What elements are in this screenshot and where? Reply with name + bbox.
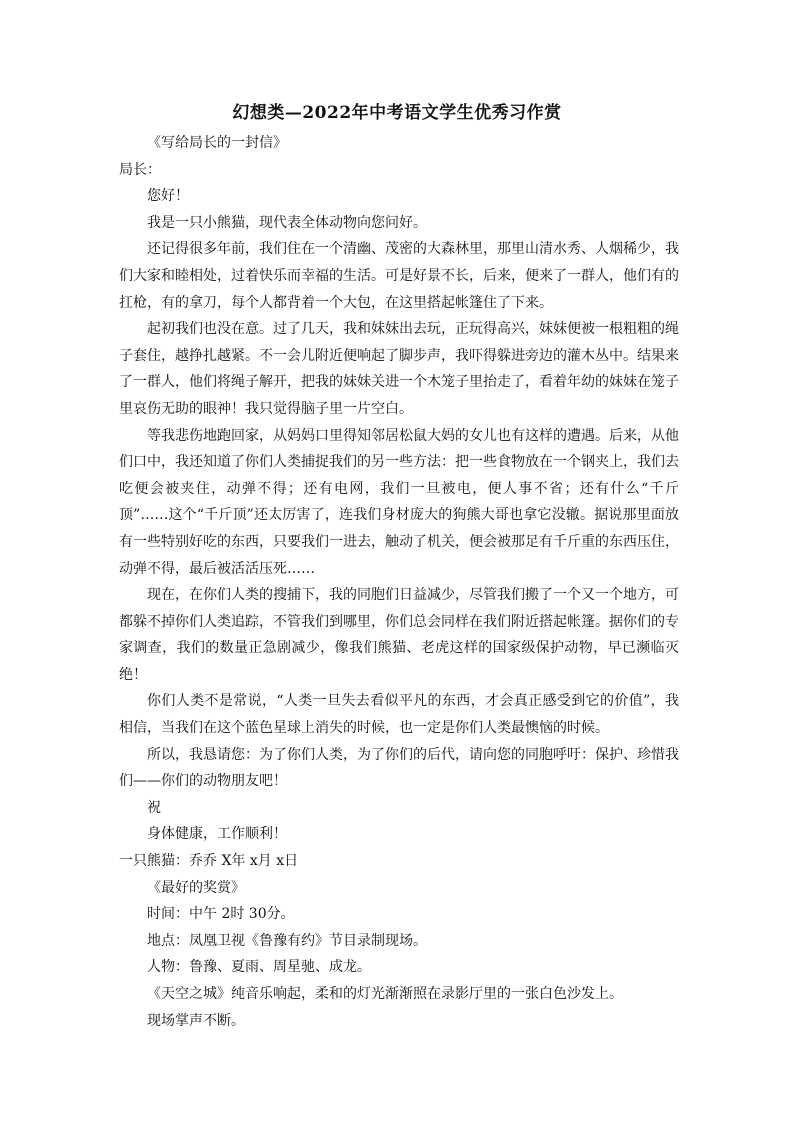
scene-time: 时间：中午 2时 30分。 (147, 906, 295, 923)
paragraph: 《天空之城》纯音乐响起，柔和的灯光渐渐照在录影厅里的一张白色沙发上。 (147, 986, 623, 1002)
paragraph: 所以，我恳请您：为了你们人类，为了你们的后代，请向您的同胞呼吁：保护、珍惜我们——你们的动物朋友吧！ (119, 746, 679, 790)
document-title: 幻想类—2022年中考语文学生优秀习作赏 (232, 103, 562, 123)
scene-people: 人物：鲁豫、夏雨、周星驰、成龙。 (147, 959, 371, 976)
paragraph: 还记得很多年前，我们住在一个清幽、茂密的大森林里，那里山清水秀、人烟稀少，我们大家和睦相处，过着快乐而幸福的生活。可是好景不长，后来，便来了一群人，他们有的扛枪，有的拿刀，每个人都背着一个大包，在这里搭起帐篷住了下来。 (119, 241, 679, 311)
scene-place: 地点：凤凰卫视《鲁豫有约》节目录制现场。 (147, 932, 427, 949)
document-body (119, 130, 679, 1034)
paragraph: 你们人类不是常说，“人类一旦失去看似平凡的东西，才会真正感受到它的价值”，我相信，当我们在这个蓝色星球上消失的时候，也一定是你们人类最懊恼的时候。 (119, 693, 679, 737)
letter-salutation: 局长： (119, 161, 161, 178)
letter-closing: 祝 (147, 799, 161, 816)
paragraph: 等我悲伤地跑回家，从妈妈口里得知邻居松鼠大妈的女儿也有这样的遭遇。后来，从他们口中，我还知道了你们人类捕捉我们的另一些方法：把一些食物放在一个钢夹上，我们去吃便会被夹住，动弹不得；还有电网，我们一旦被电，便人事不省；还有什么“千斤顶”……这个“千斤顶”还太厉害了，连我们身材庞大的狗熊大哥也拿它没辙。据说那里面放有一些特别好吃的东西，只要我们一进去，触动了机关，便会被那足有千斤重的东西压住，动弹不得，最后被活活压死…… (119, 427, 679, 577)
essay-heading: 《写给局长的一封信》 (147, 135, 287, 151)
paragraph: 我是一只小熊猫，现代表全体动物向您问好。 (147, 214, 427, 231)
essay-heading: 《最好的奖赏》 (147, 879, 245, 896)
paragraph: 起初我们也没在意。过了几天，我和妹妹出去玩，正玩得高兴，妹妹便被一根粗粗的绳子套住，越挣扎越紧。不一会儿附近便响起了脚步声，我吓得躲进旁边的灌木丛中。结果来了一群人，他们将绳子解开，把我的妹妹关进一个木笼子里抬走了，看着年幼的妹妹在笼子里哀伤无助的眼神！我只觉得脑子里一片空白。 (119, 321, 679, 417)
letter-wishes: 身体健康，工作顺利！ (147, 826, 287, 843)
letter-greeting: 您好！ (147, 188, 189, 205)
letter-signature: 一只熊猫：乔乔 X年 x月 x日 (119, 853, 299, 870)
paragraph: 现在，在你们人类的搜捕下，我的同胞们日益减少，尽管我们搬了一个又一个地方，可都躲不掉你们人类追踪，不管我们到哪里，你们总会同样在我们附近搭起帐篷。据你们的专家调查，我们的数量正急剧减少，像我们熊猫、老虎这样的国家级保护动物，早已濒临灭绝！ (119, 587, 679, 683)
paragraph: 现场掌声不断。 (147, 1012, 245, 1029)
